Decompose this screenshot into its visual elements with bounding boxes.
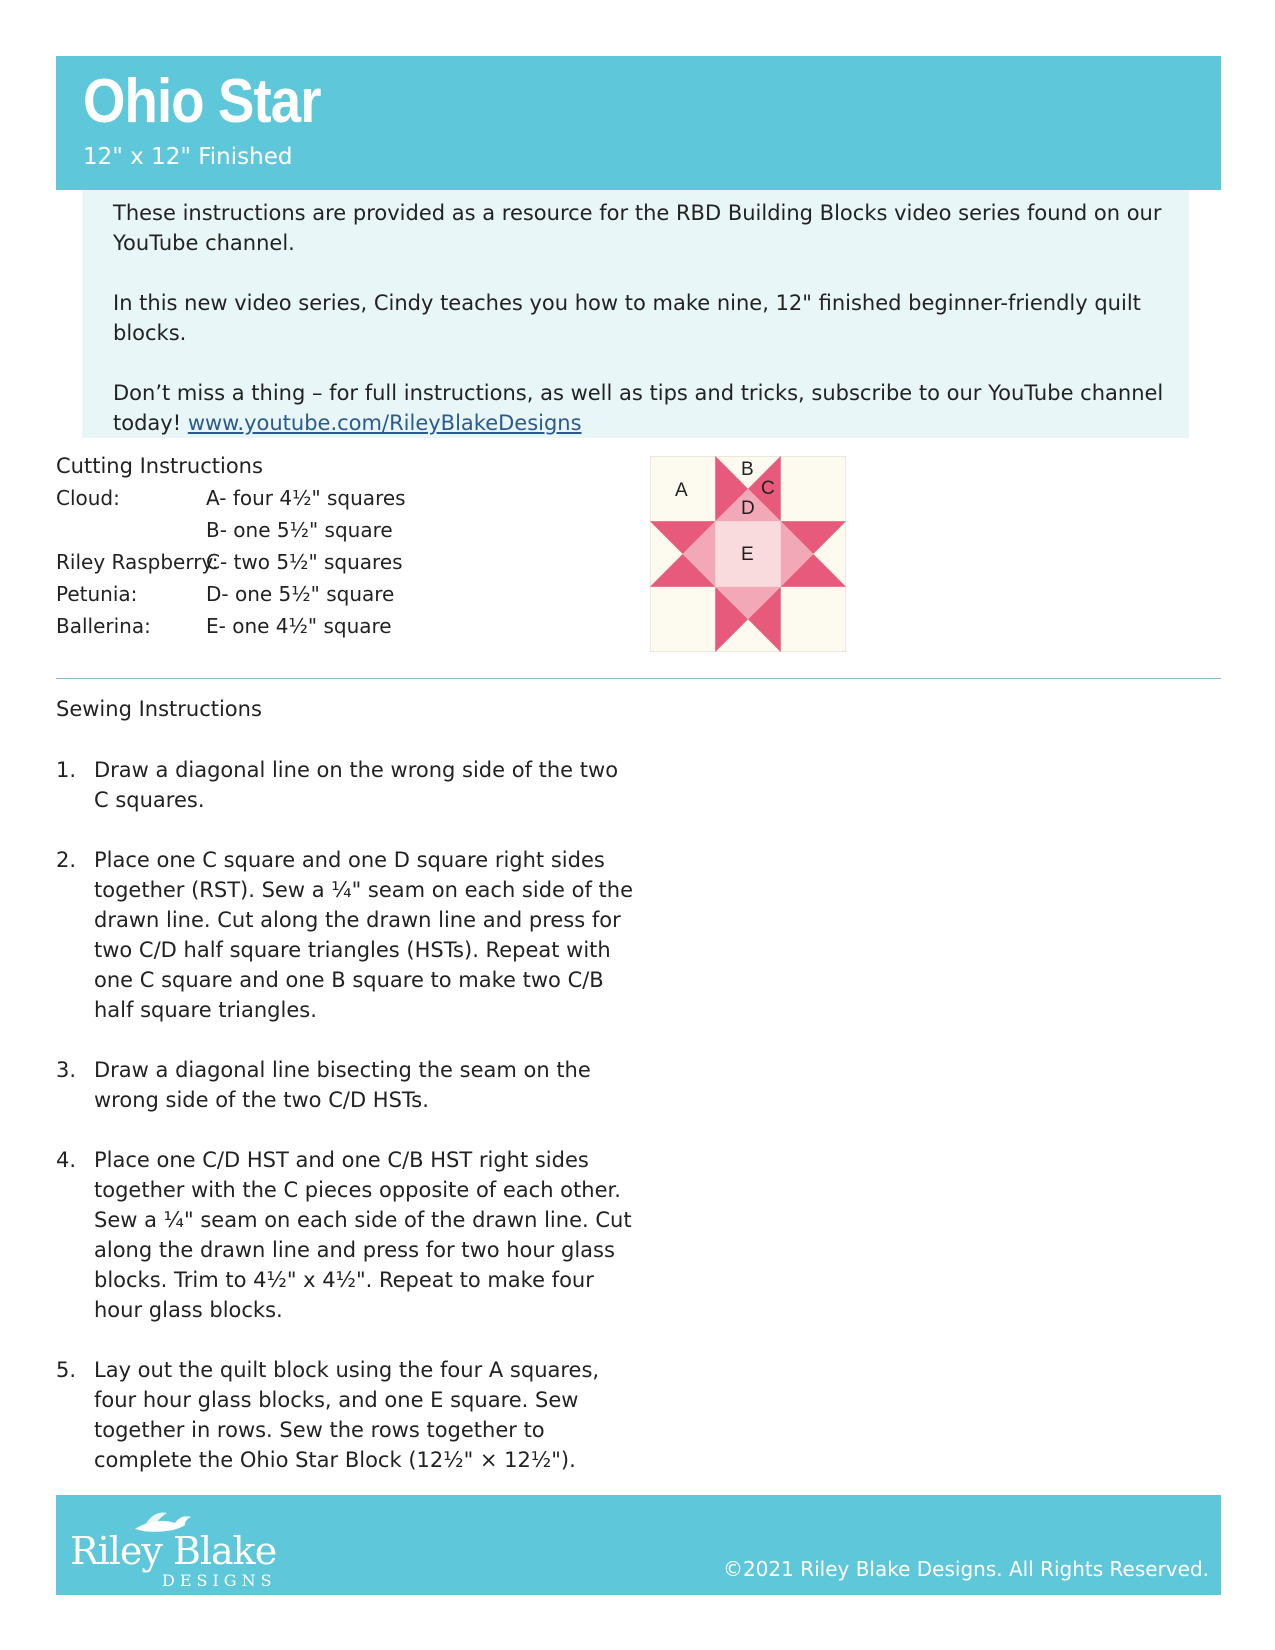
intro-paragraph-1: These instructions are provided as a resource for the RBD Building Blocks video series found on our YouTube channel. [113,201,1162,255]
logo-subtext: DESIGNS [162,1571,277,1590]
step-number: 1. [56,758,77,782]
diagram-label-c: C [761,478,775,499]
cutting-piece: B- one 5½" square [206,518,393,542]
cutting-fabric: Ballerina: [56,614,151,638]
step-item [56,845,636,1025]
logo-wordmark: Riley Blake [70,1529,277,1573]
header-banner [56,56,1221,190]
intro-paragraph-3 [113,378,1169,438]
cutting-title: Cutting Instructions [56,454,263,478]
page-subtitle: 12" x 12" Finished [83,144,293,170]
cutting-piece: C- two 5½" squares [206,550,403,574]
copyright-text: ©2021 Riley Blake Designs. All Rights Reserved. [722,1557,1209,1581]
step-item [56,1055,636,1115]
step-text: Draw a diagonal line on the wrong side of the two C squares. [94,758,619,812]
ohio-star-diagram [650,456,846,652]
intro-paragraph-2: In this new video series, Cindy teaches you how to make nine, 12" finished beginner-friendly quilt blocks. [113,291,1141,345]
cutting-fabric: Riley Raspberry: [56,550,219,574]
step-number: 5. [56,1358,77,1382]
step-text: Place one C square and one D square right sides together (RST). Sew a ¼" seam on each side of the drawn line. Cut along the drawn line and press for two C/D half square triangles (HSTs). Repeat with one C square and one B square to make two C/B half square triangles. [94,848,634,1022]
step-item [56,1145,636,1325]
riley-blake-logo [70,1507,280,1591]
step-number: 4. [56,1148,77,1172]
step-number: 3. [56,1058,77,1082]
diagram-label-b: B [741,459,754,480]
intro-panel [82,190,1189,438]
cutting-fabric: Cloud: [56,486,120,510]
page-title: Ohio Star [83,67,321,136]
cutting-piece: E- one 4½" square [206,614,392,638]
step-item [56,755,636,815]
sewing-steps [56,755,636,1505]
cutting-piece: A- four 4½" squares [206,486,406,510]
cutting-piece: D- one 5½" square [206,582,395,606]
footer-banner [56,1495,1221,1595]
step-item [56,1355,636,1475]
youtube-link[interactable]: www.youtube.com/RileyBlakeDesigns [187,411,582,435]
step-text: Draw a diagonal line bisecting the seam on the wrong side of the two C/D HSTs. [94,1058,591,1112]
intro-paragraph-3-text: Don’t miss a thing – for full instructions, as well as tips and tricks, subscribe to our YouTube channel today! [113,381,1164,435]
step-text: Place one C/D HST and one C/B HST right sides together with the C pieces opposite of each other. Sew a ¼" seam on each side of the drawn line. Cut along the drawn line and press for two hour glass blocks. Trim to 4½" x 4½". Repeat to make four hour glass blocks. [94,1148,632,1322]
diagram-label-d: D [741,498,755,519]
step-number: 2. [56,848,77,872]
cutting-fabric: Petunia: [56,582,138,606]
section-divider [56,678,1221,679]
sewing-title: Sewing Instructions [56,697,262,721]
step-text: Lay out the quilt block using the four A squares, four hour glass blocks, and one E square. Sew together in rows. Sew the rows together to complete the Ohio Star Block (12½" × 12½"). [94,1358,600,1472]
diagram-label-a: A [675,480,688,501]
diagram-label-e: E [741,544,754,565]
